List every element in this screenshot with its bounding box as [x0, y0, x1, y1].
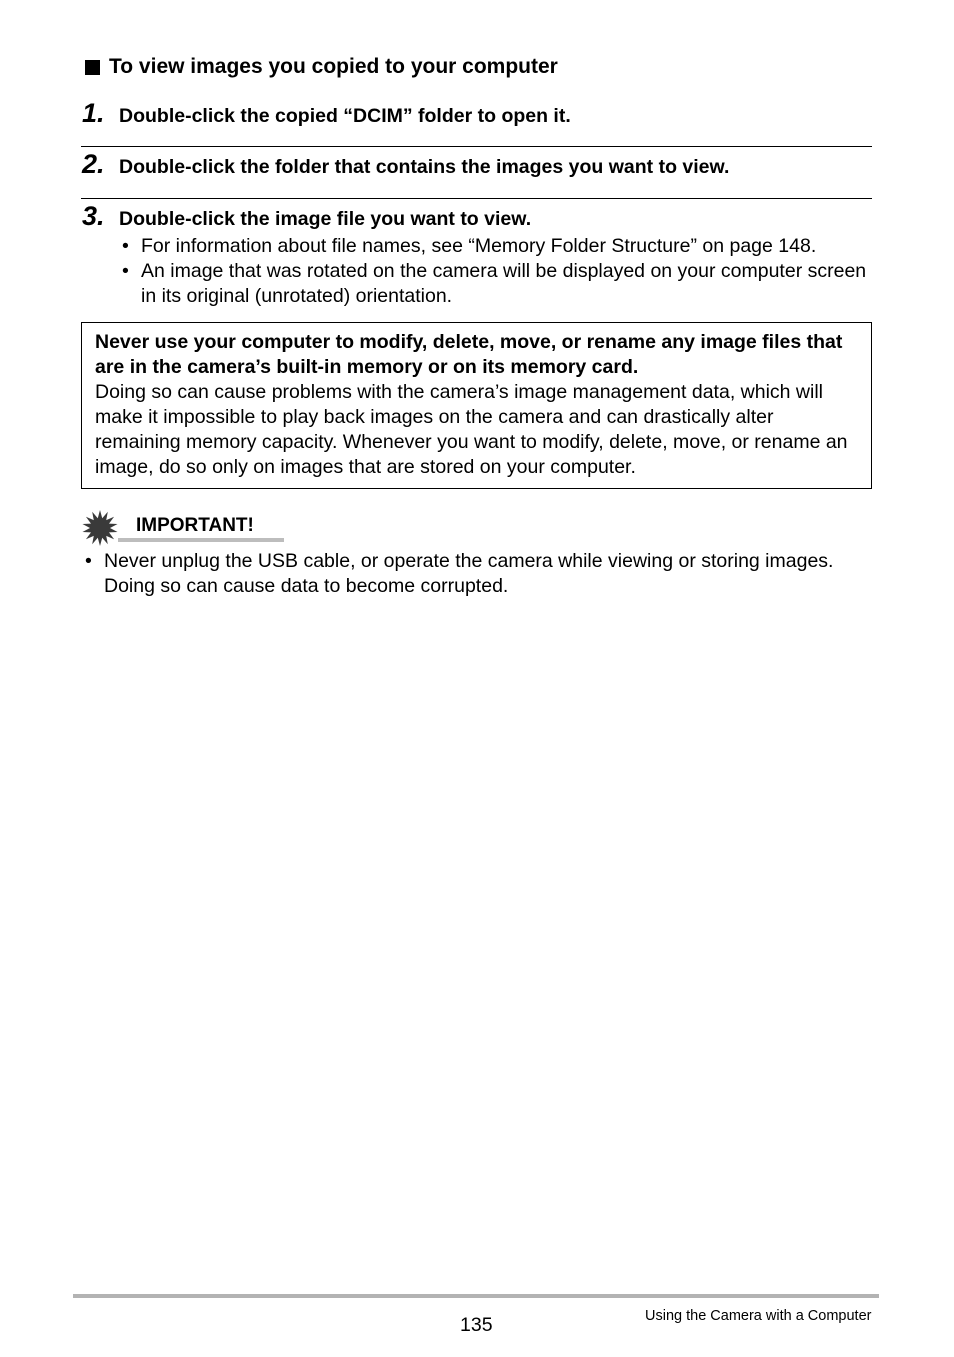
section-heading-text: To view images you copied to your computer — [109, 55, 558, 78]
step-divider — [81, 198, 872, 199]
warning-body-text: Doing so can cause problems with the camera’s image management data, which will make it impossible to play back images on the camera and can drastically alter remaining memory capacity. Whenever you want to modify, delete, move, or rename an image, do so only on images that are stored on your computer. — [95, 381, 848, 478]
bullet-text: An image that was rotated on the camera will be displayed on your computer screen in its original (unrotated) orientation. — [141, 260, 867, 307]
page-number: 135 — [460, 1314, 493, 1336]
square-bullet-icon — [85, 60, 100, 75]
bullet-text: Never unplug the USB cable, or operate the camera while viewing or storing images. Doing so can cause data to become corrupted. — [104, 550, 834, 597]
bullet-dot: • — [85, 550, 92, 572]
step-text: Double-click the folder that contains the images you want to view. — [119, 156, 730, 178]
important-label: IMPORTANT! — [136, 515, 254, 536]
step-number: 2. — [82, 149, 105, 179]
list-item — [85, 549, 845, 599]
step-text: Double-click the image file you want to view. — [119, 208, 532, 230]
important-header — [81, 509, 286, 545]
section-heading — [85, 55, 558, 79]
footer-rule — [73, 1294, 879, 1298]
important-bullets — [85, 549, 845, 599]
step-1 — [82, 98, 571, 129]
bullet-dot: • — [122, 260, 129, 282]
important-underline — [118, 538, 284, 542]
step-3 — [82, 201, 531, 232]
warning-box — [81, 322, 872, 489]
step-text: Double-click the copied “DCIM” folder to open it. — [119, 105, 571, 127]
bullet-dot: • — [122, 235, 129, 257]
step-divider — [81, 146, 872, 147]
list-item — [122, 259, 872, 309]
step-number: 3. — [82, 201, 105, 231]
step-2 — [82, 149, 729, 180]
step-number: 1. — [82, 98, 105, 128]
warning-bold-text: Never use your computer to modify, delete, move, or rename any image files that are in the camera’s built-in memory or on its memory card. — [95, 331, 843, 378]
list-item — [122, 234, 872, 259]
starburst-icon — [81, 509, 121, 549]
footer-section-title: Using the Camera with a Computer — [645, 1308, 872, 1324]
bullet-text: For information about file names, see “Memory Folder Structure” on page 148. — [141, 235, 817, 257]
step-3-bullets — [122, 234, 872, 309]
